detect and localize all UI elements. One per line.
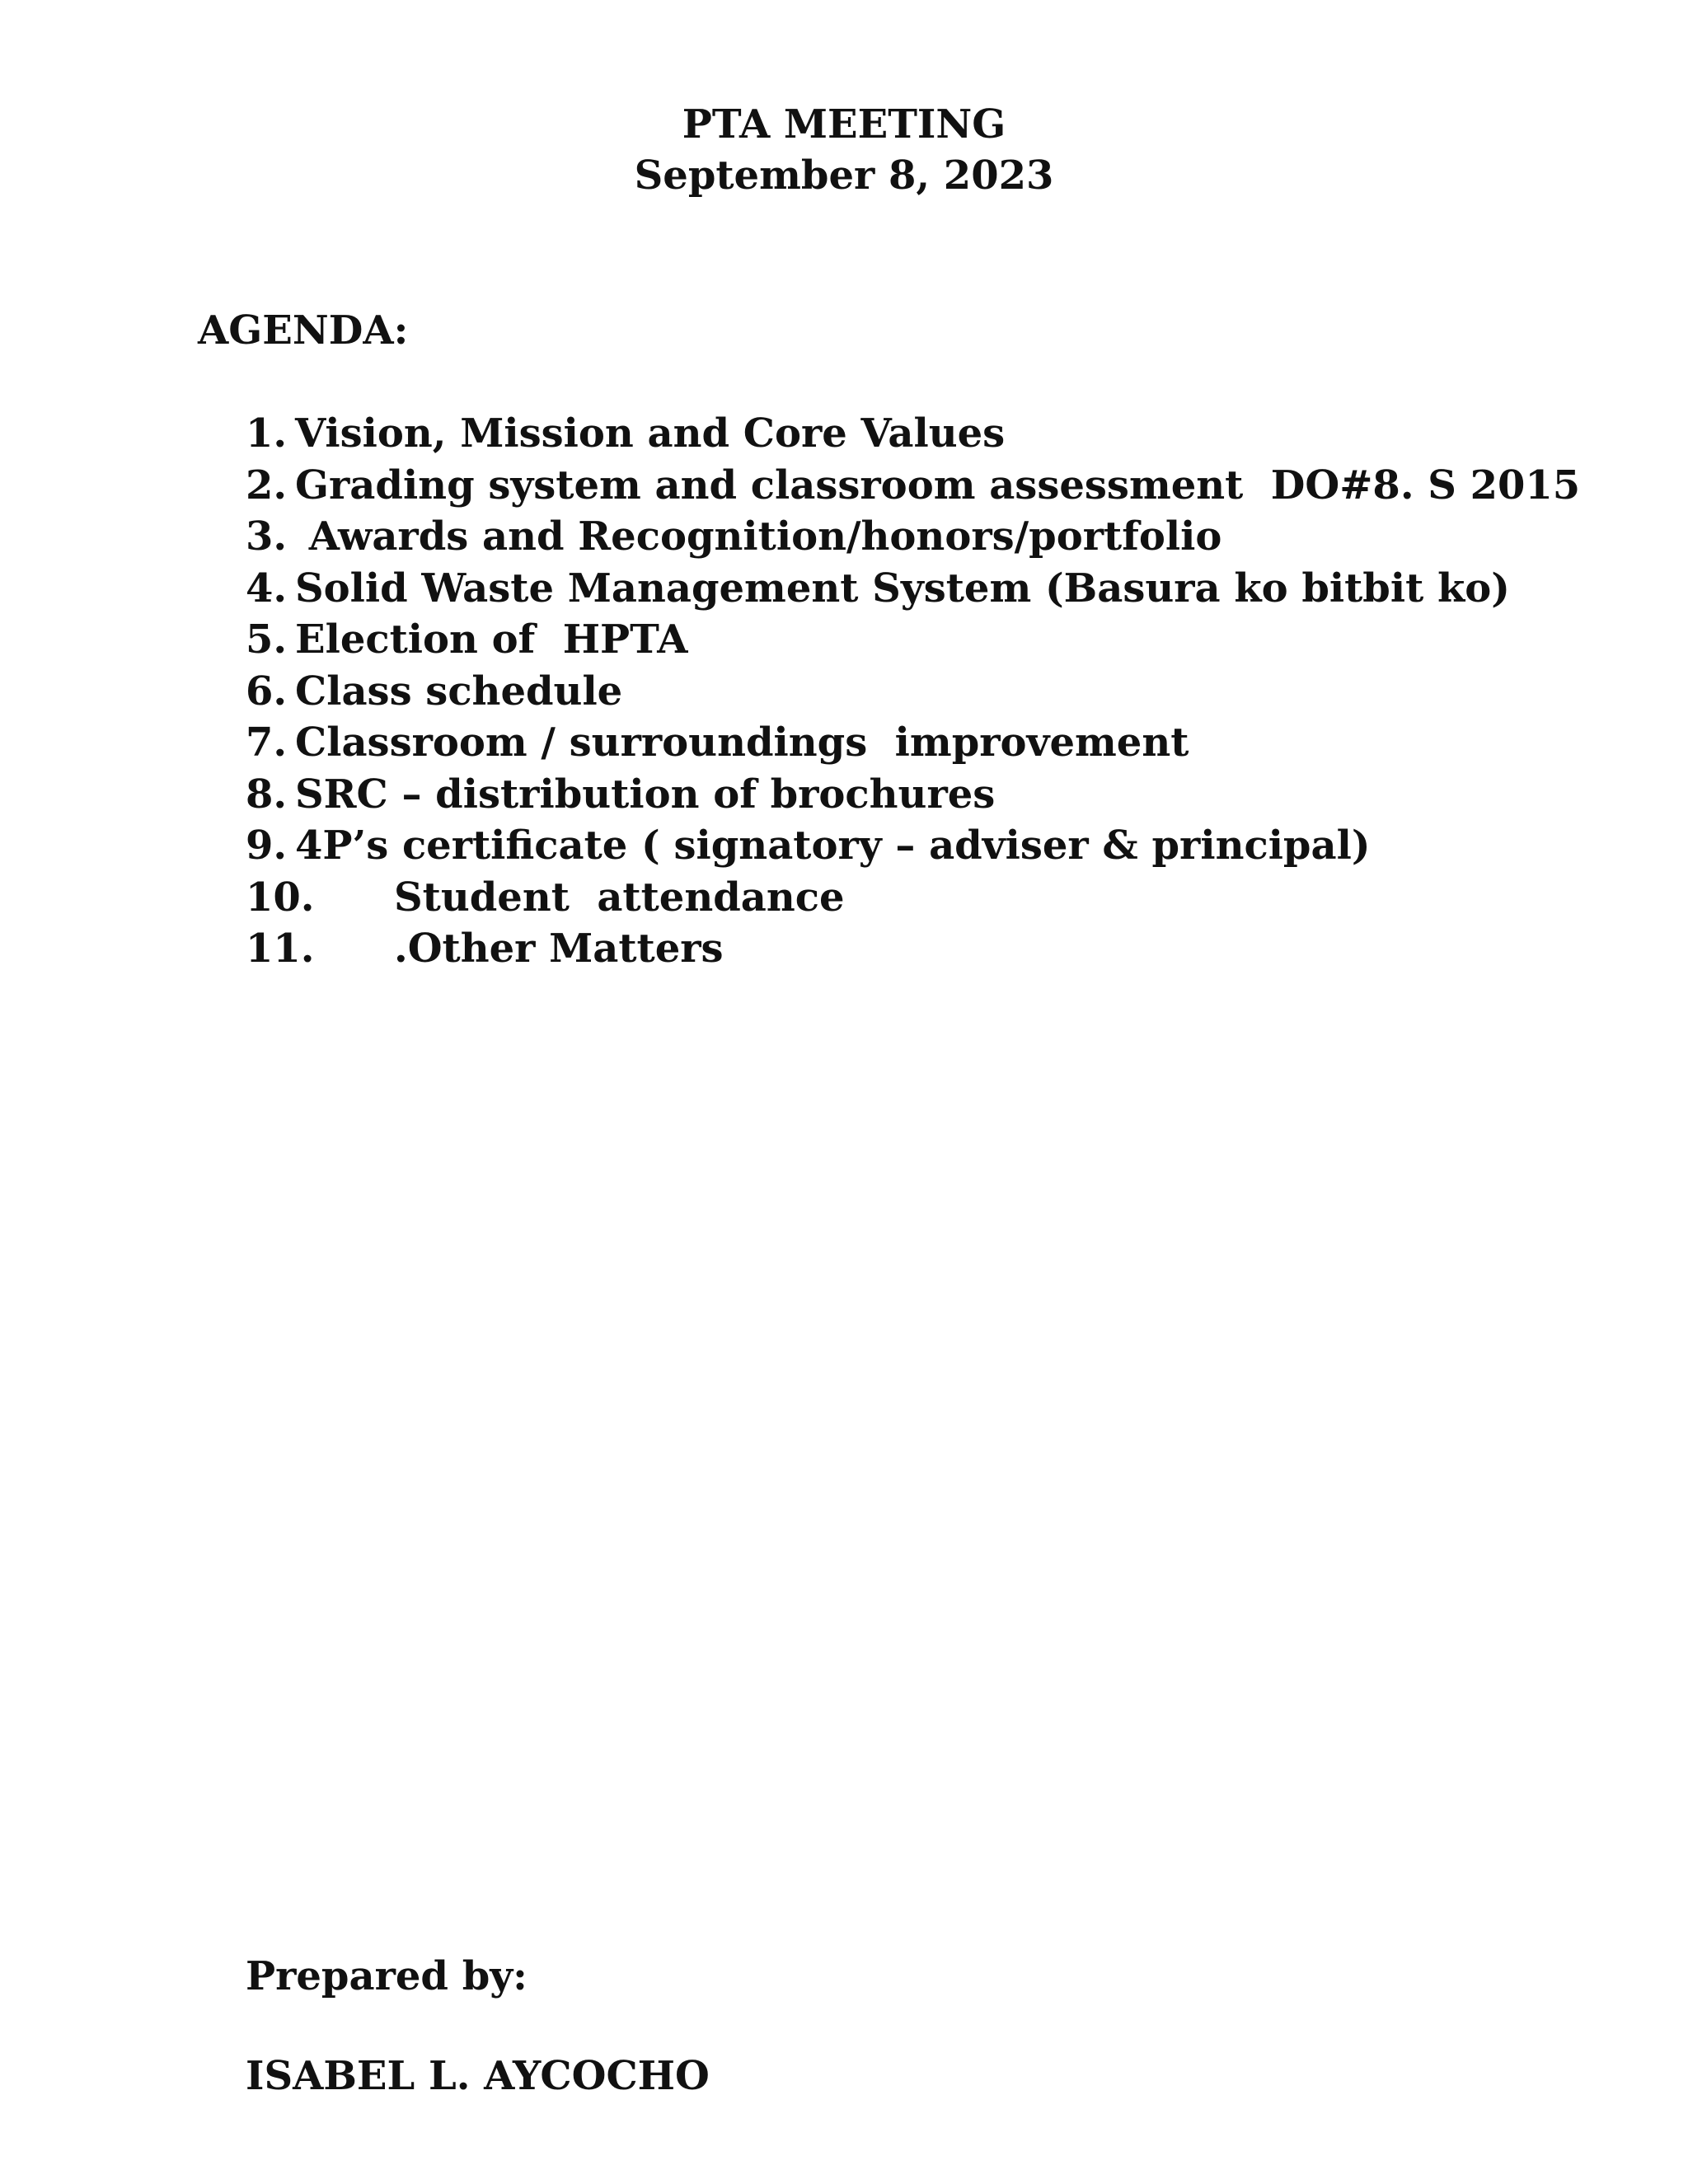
agenda-item-text: 4P’s certificate ( signatory – adviser & principal) bbox=[295, 823, 1371, 869]
agenda-item-text: Student attendance bbox=[394, 874, 845, 921]
agenda-item-text: Awards and Recognition/honors/portfolio bbox=[295, 513, 1222, 560]
agenda-item bbox=[246, 511, 1580, 563]
agenda-item bbox=[246, 614, 1580, 666]
agenda-item-number: 8. bbox=[246, 771, 288, 818]
agenda-item bbox=[246, 769, 1580, 821]
agenda-item-number: 4. bbox=[246, 565, 288, 612]
agenda-item-text: Election of HPTA bbox=[295, 616, 688, 663]
agenda-item bbox=[246, 666, 1580, 718]
meeting-title: PTA MEETING bbox=[682, 101, 1006, 148]
agenda-item-text: Solid Waste Management System (Basura ko bitbit ko) bbox=[295, 565, 1510, 612]
agenda-item bbox=[246, 563, 1580, 615]
agenda-item-number: 5. bbox=[246, 616, 288, 663]
agenda-item-number: 9. bbox=[246, 823, 288, 869]
title-block bbox=[0, 99, 1688, 201]
agenda-item bbox=[246, 717, 1580, 769]
agenda-item-number: 6. bbox=[246, 668, 288, 715]
agenda-item-number: 7. bbox=[246, 719, 288, 766]
agenda-item-number: 10. bbox=[246, 874, 315, 921]
agenda-item bbox=[246, 460, 1580, 512]
agenda-item-text: .Other Matters bbox=[394, 926, 724, 972]
agenda-heading: AGENDA: bbox=[198, 307, 409, 354]
agenda-item-number: 2. bbox=[246, 462, 288, 509]
agenda-item-number: 11. bbox=[246, 926, 315, 972]
agenda-list bbox=[246, 408, 1580, 975]
prepared-by-label: Prepared by: bbox=[246, 1953, 528, 1999]
agenda-item-text: Vision, Mission and Core Values bbox=[295, 410, 1006, 457]
agenda-item bbox=[246, 820, 1580, 872]
prepared-by-name: ISABEL L. AYCOCHO bbox=[246, 2053, 710, 2099]
agenda-item-text: Classroom / surroundings improvement bbox=[295, 719, 1189, 766]
agenda-item bbox=[246, 872, 1580, 924]
agenda-item-number: 3. bbox=[246, 513, 288, 560]
agenda-item bbox=[246, 408, 1580, 460]
agenda-item bbox=[246, 923, 1580, 975]
agenda-item-text: Grading system and classroom assessment DO#8. S 2015 bbox=[295, 462, 1581, 509]
agenda-item-number: 1. bbox=[246, 410, 288, 457]
meeting-date: September 8, 2023 bbox=[634, 152, 1054, 199]
agenda-item-text: Class schedule bbox=[295, 668, 623, 715]
agenda-item-text: SRC – distribution of brochures bbox=[295, 771, 996, 818]
